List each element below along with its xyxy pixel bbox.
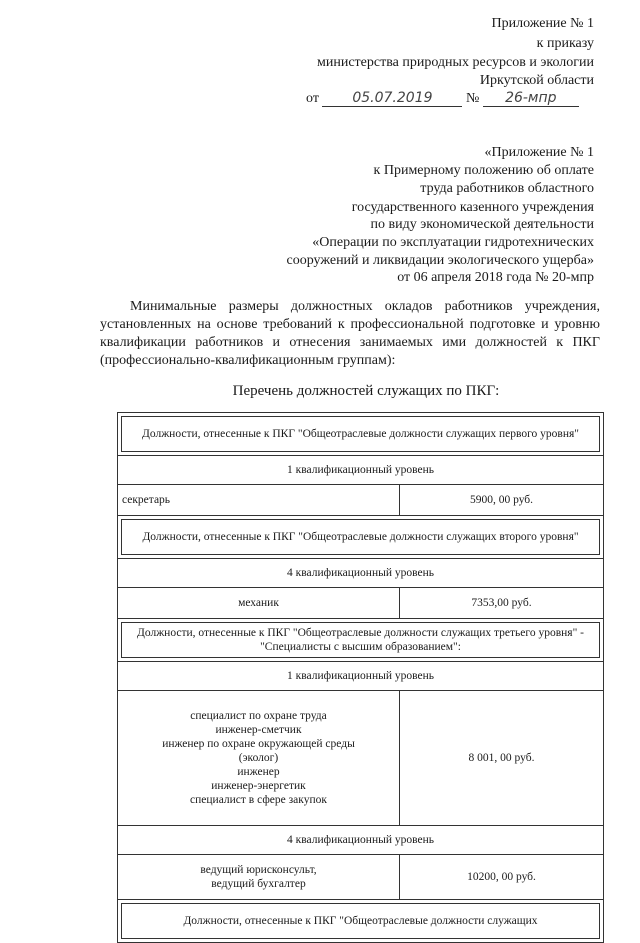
pkg-table bbox=[117, 412, 604, 943]
position-name: инженер-энергетик bbox=[211, 780, 306, 792]
qualification-level-label: 4 квалификационный уровень bbox=[118, 826, 604, 855]
handwritten-number: 26-мпр bbox=[483, 90, 579, 107]
pkg-group-title: Должности, отнесенные к ПКГ "Общеотраслевые должности служащих второго уровня" bbox=[121, 519, 600, 555]
sub-header-line: по виду экономической деятельности bbox=[370, 217, 594, 232]
position-row bbox=[118, 691, 604, 826]
sub-header-line: труда работников областного bbox=[420, 181, 594, 196]
position-row bbox=[118, 485, 604, 516]
sub-header-line: «Приложение № 1 bbox=[484, 145, 594, 160]
salary-value: 7353,00 руб. bbox=[400, 588, 604, 619]
position-row bbox=[118, 855, 604, 900]
salary-value: 5900, 00 руб. bbox=[400, 485, 604, 516]
header-appendix: Приложение № 1 bbox=[491, 16, 594, 31]
header-ministry: министерства природных ресурсов и экологии bbox=[317, 55, 594, 70]
header-date-line bbox=[306, 90, 579, 107]
sub-header-line: «Операции по эксплуатации гидротехнических bbox=[312, 235, 594, 250]
position-name: инженер по охране окружающей среды bbox=[162, 738, 355, 750]
qualification-level-label: 4 квалификационный уровень bbox=[118, 559, 604, 588]
qualification-level-row bbox=[118, 559, 604, 588]
intro-text: Минимальные размеры должностных окладов работников учреждения, установленных на основе требований к профессиональной подготовке и уровню квалификации работников и отнесения занимаемых ими должностей к ПКГ (профессионально-квалификационным группам): bbox=[100, 299, 600, 368]
position-names bbox=[118, 855, 400, 900]
position-name: инженер bbox=[237, 766, 280, 778]
number-label: № bbox=[465, 91, 480, 106]
qualification-level-label: 1 квалификационный уровень bbox=[118, 456, 604, 485]
pkg-group-title: Должности, отнесенные к ПКГ "Общеотраслевые должности служащих bbox=[121, 903, 600, 939]
header-to-order: к приказу bbox=[536, 36, 594, 51]
sub-header-line: от 06 апреля 2018 года № 20-мпр bbox=[397, 270, 594, 285]
pkg-group-title: Должности, отнесенные к ПКГ "Общеотраслевые должности служащих первого уровня" bbox=[121, 416, 600, 452]
position-name: (эколог) bbox=[238, 752, 279, 764]
sub-header-line: сооружений и ликвидации экологического ущерба» bbox=[286, 253, 594, 268]
position-name: специалист по охране труда bbox=[190, 710, 327, 722]
handwritten-date: 05.07.2019 bbox=[322, 90, 462, 107]
position-row bbox=[118, 588, 604, 619]
intro-paragraph bbox=[100, 298, 600, 370]
position-names bbox=[118, 691, 400, 826]
pkg-group-row bbox=[118, 900, 604, 943]
position-name: секретарь bbox=[122, 494, 171, 506]
position-name: механик bbox=[238, 597, 279, 609]
qualification-level-label: 1 квалификационный уровень bbox=[118, 662, 604, 691]
qualification-level-row bbox=[118, 826, 604, 855]
salary-value: 8 001, 00 руб. bbox=[400, 691, 604, 826]
position-name: инженер-сметчик bbox=[215, 724, 302, 736]
pkg-group-row bbox=[118, 516, 604, 559]
pkg-group-row bbox=[118, 413, 604, 456]
qualification-level-row bbox=[118, 456, 604, 485]
sub-header-line: государственного казенного учреждения bbox=[351, 200, 594, 215]
position-names bbox=[118, 588, 400, 619]
from-label: от bbox=[306, 91, 319, 106]
salary-value: 10200, 00 руб. bbox=[400, 855, 604, 900]
position-name: ведущий юрисконсульт, bbox=[200, 864, 317, 876]
pkg-group-row bbox=[118, 619, 604, 662]
position-name: специалист в сфере закупок bbox=[190, 794, 327, 806]
position-name: ведущий бухгалтер bbox=[211, 878, 306, 890]
pkg-group-title: Должности, отнесенные к ПКГ "Общеотраслевые должности служащих третьего уровня" - "Специалисты с высшим образованием": bbox=[121, 622, 600, 658]
header-region: Иркутской области bbox=[479, 73, 594, 88]
sub-header-line: к Примерному положению об оплате bbox=[373, 163, 594, 178]
qualification-level-row bbox=[118, 662, 604, 691]
list-title: Перечень должностей служащих по ПКГ: bbox=[232, 383, 500, 399]
position-names bbox=[118, 485, 400, 516]
